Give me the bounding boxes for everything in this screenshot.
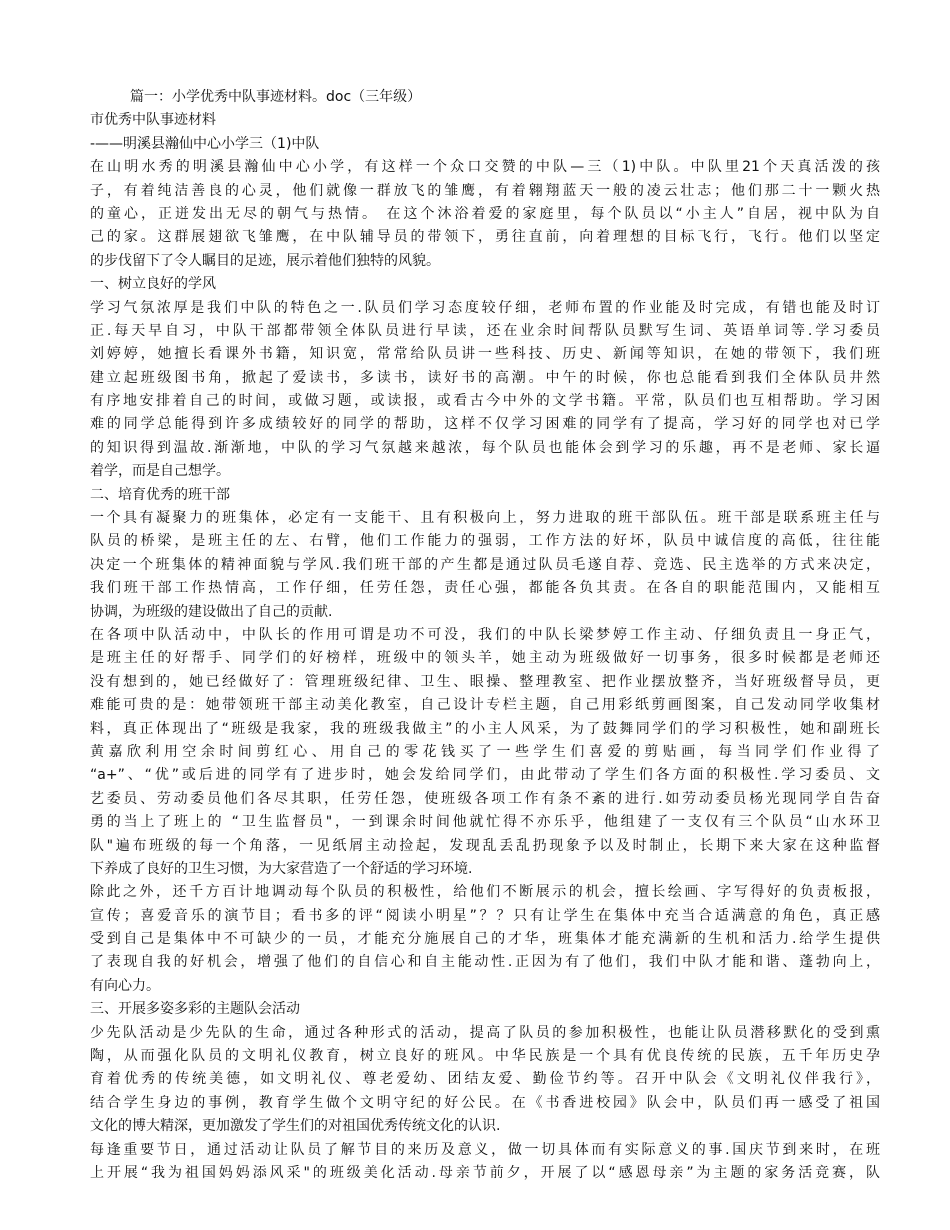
text-line: 陶，从而强化队员的文明礼仪教育，树立良好的班风。中华民族是一个具有优良传统的民族，五千年历史孕 — [90, 1048, 880, 1065]
text-line: 少先队活动是少先队的生命，通过各种形式的活动，提高了队员的参加积极性，也能让队员潜移默化的受到熏 — [90, 1024, 880, 1041]
text-line: “a+”、“优”或后进的同学有了进步时，她会发给同学们，由此带动了学生们各方面的积极性.学习委员、文 — [90, 767, 880, 784]
text-line: 的童心，正迸发出无尽的朝气与热情。 在这个沐浴着爱的家庭里，每个队员以“小主人”自居，视中队为自 — [90, 205, 880, 222]
text-line: 决定一个班集体的精神面貌与学风.我们班干部的产生都是通过队员毛遂自荐、竞选、民主选举的方式来决定， — [90, 556, 880, 573]
text-line: 的知识得到温故.渐渐地，中队的学习气氛越来越浓，每个队员也能体会到学习的乐趣，再不是老师、家长逼 — [90, 439, 880, 456]
text-line: 己的家。这群展翅欲飞雏鹰，在中队辅导员的带领下，勇往直前，向着理想的目标飞行，飞行。他们以坚定 — [90, 229, 880, 246]
text-line: 有向心力。 — [90, 977, 160, 994]
document-body — [90, 86, 880, 1185]
document-title: 篇一：小学优秀中队事迹材料。doc（三年级） — [130, 89, 422, 105]
text-line: 二、培育优秀的班干部 — [90, 486, 230, 503]
text-line: 建立起班级图书角，掀起了爱读书，多读书，读好书的高潮。中午的时候，你也总能看到我们全体队员井然 — [90, 369, 880, 386]
text-line: 着学，而是自己想学。 — [90, 463, 230, 480]
text-line: 勇的当上了班上的 “卫生监督员"，一到课余时间他就忙得不亦乐乎，他组建了一支仅有三个队员“山水环卫 — [90, 814, 880, 831]
text-line: 一个具有凝聚力的班集体，必定有一支能干、且有积极向上，努力进取的班干部队伍。班干部是联系班主任与 — [90, 510, 880, 527]
text-line: 育着优秀的传统美德，如文明礼仪、尊老爱幼、团结友爱、勤俭节约等。召开中队会《文明礼仪伴我行》， — [90, 1071, 880, 1088]
text-line: 的步伐留下了令人瞩目的足迹，展示着他们独特的风貌。 — [90, 252, 440, 269]
text-line: 除此之外，还千方百计地调动每个队员的积极性，给他们不断展示的机会，擅长绘画、字写得好的负责板报， — [90, 884, 880, 901]
text-line: 上开展“我为祖国妈妈添风采"的班级美化活动.母亲节前夕，开展了以“感恩母亲”为主题的家务活竞赛，队 — [90, 1164, 880, 1181]
text-line: 难的同学总能得到许多成绩较好的同学的帮助，这样不仅学习困难的同学有了提高，学习好的同学也对已学 — [90, 416, 880, 433]
text-line: 了表现自我的好机会，增强了他们的自信心和自主能动性.正因为有了他们，我们中队才能和谐、蓬勃向上， — [90, 954, 880, 971]
text-line: 子，有着纯洁善良的心灵，他们就像一群放飞的雏鹰，有着翱翔蓝天一般的凌云壮志；他们那二十一颗火热 — [90, 182, 880, 199]
text-line: 没有想到的，她已经做好了：管理班级纪律、卫生、眼操、整理教室、把作业摆放整齐，当好班级督导员，更 — [90, 673, 880, 690]
text-line: 我们班干部工作热情高，工作仔细，任劳任怨，责任心强，都能各负其责。在各自的职能范围内，又能相互 — [90, 580, 880, 597]
text-line: 每逢重要节日，通过活动让队员了解节目的来历及意义，做一切具体而有实际意义的事.国庆节到来时，在班 — [90, 1141, 880, 1158]
text-line: 结合学生身边的事例，教育学生做个文明守纪的好公民。在《书香进校园》队会中，队员们再一感受了祖国 — [90, 1094, 880, 1111]
text-line: 文化的博大精深，更加激发了学生们的对祖国优秀传统文化的认识. — [90, 1118, 501, 1135]
text-line: 三、开展多姿多彩的主题队会活动 — [90, 1001, 300, 1018]
text-line: 队"遍布班级的每一个角落，一见纸屑主动捡起，发现乱丢乱扔现象予以及时制止，长期下来大家在这种监督 — [90, 837, 880, 854]
paragraph-lines — [90, 156, 880, 1185]
document-heading: 市优秀中队事迹材料 — [90, 112, 216, 129]
text-line: 刘婷婷，她擅长看课外书籍，知识宽，常常给队员讲一些科技、历史、新闻等知识，在她的带领下，我们班 — [90, 346, 880, 363]
text-line: 难能可贵的是：她带领班干部主动美化教室，自己设计专栏主题，自己用彩纸剪画图案，自己发动同学收集材 — [90, 697, 880, 714]
text-line: 在山明水秀的明溪县瀚仙中心小学，有这样一个众口交赞的中队—三（1)中队。中队里21个天真活泼的孩 — [90, 159, 880, 176]
text-line: 一、树立良好的学风 — [90, 276, 216, 293]
text-line: 协调，为班级的建设做出了自己的贡献. — [90, 603, 333, 620]
text-line: 在各项中队活动中，中队长的作用可谓是功不可没，我们的中队长梁梦婷工作主动、仔细负责且一身正气， — [90, 626, 880, 643]
text-line: 队员的桥梁，是班主任的左、右臂，他们工作能力的强弱，工作方法的好坏，队员中诚信度的高低，往往能 — [90, 533, 880, 550]
text-line: 下养成了良好的卫生习惯，为大家营造了一个舒适的学习环境. — [90, 860, 473, 877]
document-subheading: -——明溪县瀚仙中心小学三（1)中队 — [90, 135, 320, 152]
text-line: 黄嘉欣利用空余时间剪红心、用自己的零花钱买了一些学生们喜爱的剪贴画，每当同学们作业得了 — [90, 743, 880, 760]
text-line: 学习气氛浓厚是我们中队的特色之一.队员们学习态度较仔细，老师布置的作业能及时完成，有错也能及时订 — [90, 299, 880, 316]
text-line: 正.每天早自习，中队干部都带领全体队员进行早读，还在业余时间帮队员默写生词、英语单词等.学习委员 — [90, 322, 880, 339]
text-line: 有序地安排着自己的时间，或做习题，或读报，或看古今中外的文学书籍。平常，队员们也互相帮助。学习困 — [90, 393, 880, 410]
text-line: 宣传；喜爱音乐的演节目；看书多的评“阅读小明星”？？只有让学生在集体中充当合适满意的角色，真正感 — [90, 907, 880, 924]
text-line: 受到自己是集体中不可缺少的一员，才能充分施展自己的才华，班集体才能充满新的生机和活力.给学生提供 — [90, 931, 880, 948]
text-line: 是班主任的好帮手、同学们的好榜样，班级中的领头羊，她主动为班级做好一切事务，很多时候都是老师还 — [90, 650, 880, 667]
text-line: 料，真正体现出了“班级是我家，我的班级我做主”的小主人风采，为了鼓舞同学们的学习积极性，她和副班长 — [90, 720, 880, 737]
text-line: 艺委员、劳动委员他们各尽其职，任劳任怨，使班级各项工作有条不紊的进行.如劳动委员杨光现同学自告奋 — [90, 790, 880, 807]
